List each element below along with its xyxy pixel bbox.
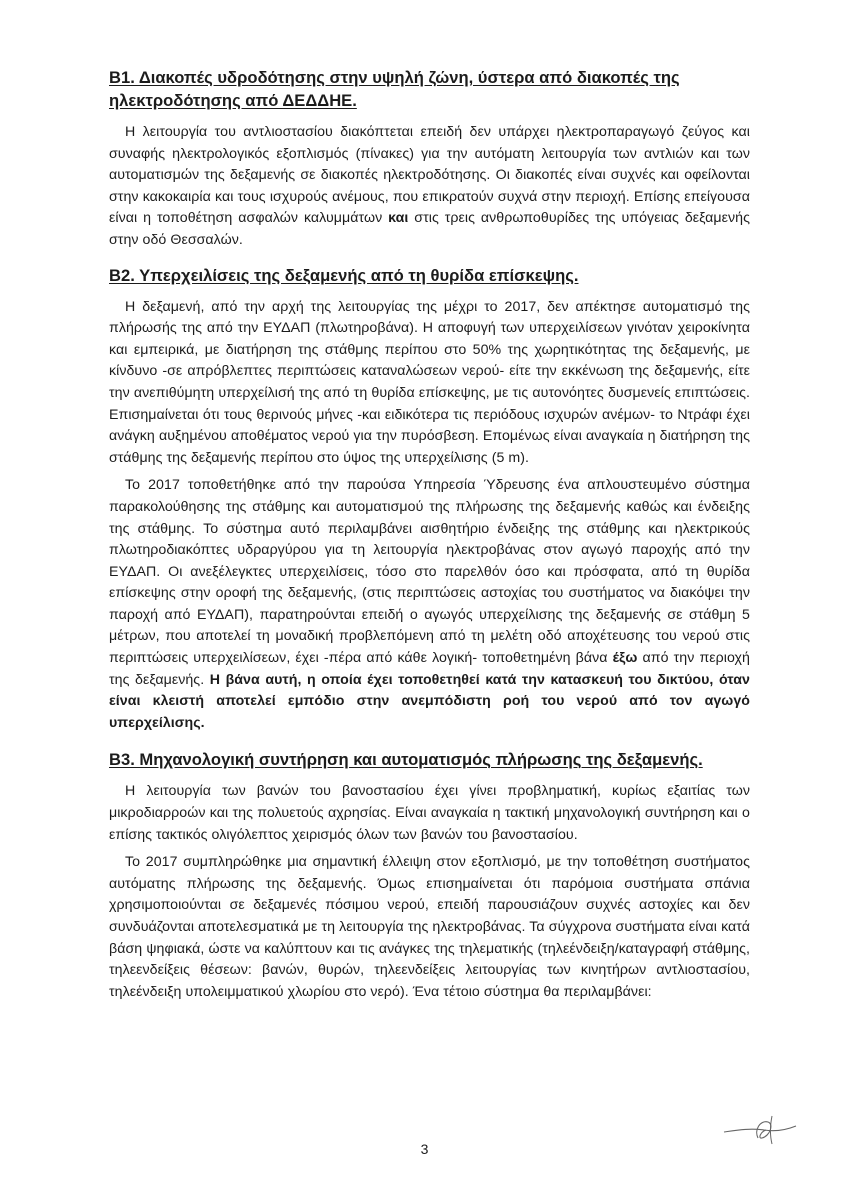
text-run: Η λειτουργία του αντλιοστασίου διακόπτεται επειδή δεν υπάρχει ηλεκτροπαραγωγό ζεύγος και συναφής ηλεκτρολογικός εξοπλισμός (πίνακες) για την αυτόματη λειτουργία των αντλιών και των αυτοματισμών της δεξαμενής σε διακοπές ηλεκτροδότησης. Οι διακοπές είναι συχνές και οφείλονται στην κακοκαιρία και τους ισχυρούς ανέμους, που επικρατούν συχνά στην περιοχή. Επίσης επείγουσα είναι η τοποθέτηση ασφαλών καλυμμάτων bbox=[109, 124, 750, 227]
text-run: στις τρεις ανθρωποθυρίδες της υπόγειας δεξαμενής στην οδό Θεσσαλών. bbox=[109, 210, 750, 248]
section-b2-paragraph-2 bbox=[109, 475, 750, 734]
text-run: από την περιοχή της δεξαμενής. bbox=[109, 650, 750, 688]
text-run: Το 2017 τοποθετήθηκε από την παρούσα Υπηρεσία Ύδρευσης ένα απλουστευμένο σύστημα παρακολούθησης της στάθμης και αυτοματισμού της πλήρωσης της δεξαμενής καθώς και ένδειξης της στάθμης. Το σύστημα αυτό περιλαμβάνει αισθητήριο ένδειξης της στάθμης και ηλεκτρικούς πλωτηροδιακόπτες υδραργύρου για τη λειτουργία ηλεκτροβάνας στον αγωγό παροχής από την ΕΥΔΑΠ. Οι ανεξέλεγκτες υπερχειλίσεις, τόσο στο παρελθόν όσο και πρόσφατα, από τη θυρίδα επίσκεψης στην οροφή της δεξαμενής, (στις περιπτώσεις αστοχίας του συστήματος να διακόψει την παροχή από ΕΥΔΑΠ), παρατηρούνται επειδή ο αγωγός υπερχείλισης της δεξαμενής σε στάθμη 5 μέτρων, που αποτελεί τη μοναδική προβλεπόμενη από τη μελέτη οδό αποχέτευσης του νερού στις περιπτώσεις υπερχειλίσεων, έχει -πέρα από κάθε λογική- τοποθετημένη βάνα bbox=[109, 477, 750, 667]
section-b2-paragraph-1: Η δεξαμενή, από την αρχή της λειτουργίας της μέχρι το 2017, δεν απέκτησε αυτοματισμό της πλήρωσής της από την ΕΥΔΑΠ (πλωτηροβάνα). Η αποφυγή των υπερχειλίσεων γινόταν χειροκίνητα και εμπειρικά, με διατήρηση της στάθμης περίπου στο 50% της χωρητικότητας της δεξαμενής, με κίνδυνο -σε απρόβλεπτες περιπτώσεις καταναλώσεων νερού- είτε την εκκένωση της δεξαμενής, είτε την ανεπιθύμητη υπερχείλισή της από τη θυρίδα επίσκεψης, με τις αυτονόητες δυσμενείς επιπτώσεις. Επισημαίνεται ότι τους θερινούς μήνες -και ειδικότερα τις περιόδους ισχυρών ανέμων- το Ντράφι έχει ανάγκη αυξημένου αποθέματος νερού για την πυρόσβεση. Επομένως είναι αναγκαία η διατήρηση της στάθμης της δεξαμενής περίπου στο ύψος της υπερχείλισης (5 m). bbox=[109, 298, 750, 466]
section-b1-heading: Β1. Διακοπές υδροδότησης στην υψηλή ζώνη, ύστερα από διακοπές της ηλεκτροδότησης από ΔΕΔΔΗΕ. bbox=[109, 68, 680, 110]
bold-run: και bbox=[388, 210, 409, 227]
bold-run: έξω bbox=[612, 650, 638, 667]
section-b1-paragraph-1 bbox=[109, 122, 750, 252]
document-body bbox=[109, 60, 750, 1009]
section-b2-heading: Β2. Υπερχειλίσεις της δεξαμενής από τη θυρίδα επίσκεψης. bbox=[109, 265, 579, 285]
bold-run: Η βάνα αυτή, η οποία έχει τοποθετηθεί κατά την κατασκευή του δικτύου, όταν είναι κλειστή αποτελεί εμπόδιο στην ανεμπόδιστη ροή του νερού από τον αγωγό υπερχείλισης. bbox=[109, 671, 750, 731]
page-number: 3 bbox=[420, 1141, 429, 1157]
section-b3-paragraph-2: Το 2017 συμπληρώθηκε μια σημαντική έλλειψη στον εξοπλισμό, με την τοποθέτηση συστήματος αυτόματης πλήρωσης της δεξαμενής. Όμως επισημαίνεται ότι παρόμοια συστήματα σπάνια χρησιμοποιούνται σε δεξαμενές πόσιμου νερού, επειδή παρουσιάζουν συχνές αστοχίες και δεν συνδυάζονται αποτελεσματικά με τη λειτουργία της ηλεκτροβάνας. Τα σύγχρονα συστήματα είναι κατά βάση ψηφιακά, ώστε να καλύπτουν και τις ανάγκες της τηλεματικής (τηλεένδειξη/καταγραφή στάθμης, τηλεενδείξεις θέσεων: βανών, θυρών, τηλεενδείξεις λειτουργίας των κινητήρων αντλιοστασίου, τηλεένδειξη υπολειμματικού χλωρίου στο νερό). Ένα τέτοιο σύστημα θα περιλαμβάνει: bbox=[109, 854, 750, 1000]
section-b3-paragraph-1: Η λειτουργία των βανών του βανοστασίου έχει γίνει προβληματική, κυρίως εξαιτίας των μικροδιαρροών και της πολυετούς αχρησίας. Είναι αναγκαία η τακτική μηχανολογική συντήρηση και ο επίσης τακτικός ολιγόλεπτος χειρισμός όλων των βανών του βανοστασίου. bbox=[109, 783, 750, 843]
section-b3-heading: Β3. Μηχανολογική συντήρηση και αυτοματισμός πλήρωσης της δεξαμενής. bbox=[109, 750, 703, 770]
